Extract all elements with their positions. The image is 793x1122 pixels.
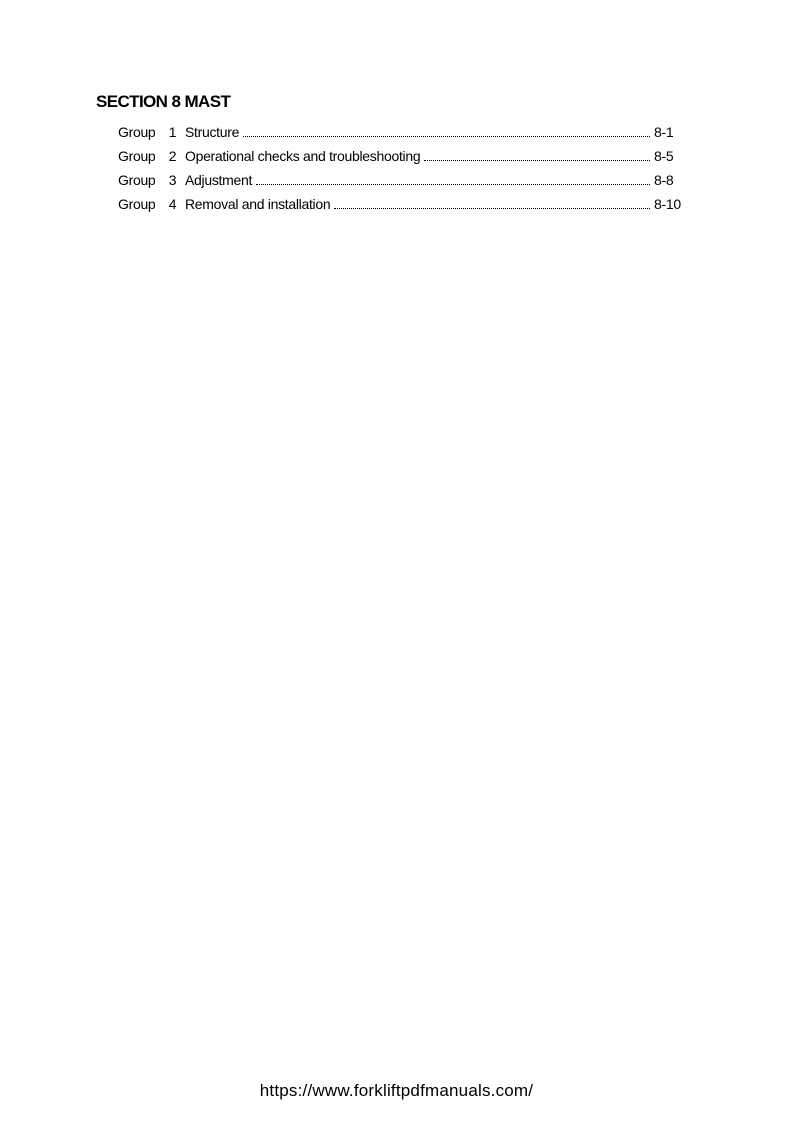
group-label: Group: [118, 172, 156, 188]
footer-url[interactable]: https://www.forkliftpdfmanuals.com/: [259, 1081, 534, 1100]
toc-page-number: 8-5: [654, 148, 674, 164]
section-title: SECTION 8 MAST: [96, 92, 231, 111]
group-label: Group: [118, 148, 156, 164]
toc-entry-title: Removal and installation: [185, 196, 331, 212]
toc-entry-group-1[interactable]: [118, 120, 688, 144]
toc-entry-group-3[interactable]: [118, 168, 688, 192]
dot-leader: [243, 134, 650, 137]
dot-leader: [256, 182, 650, 185]
toc-page-number: 8-1: [654, 124, 674, 140]
table-of-contents: [118, 120, 688, 216]
toc-page-number: 8-10: [654, 196, 681, 212]
dot-leader: [334, 206, 650, 209]
toc-entry-group-4[interactable]: [118, 192, 688, 216]
dot-leader: [424, 158, 650, 161]
group-label: Group: [118, 124, 156, 140]
toc-page-number: 8-8: [654, 172, 674, 188]
toc-entry-group-2[interactable]: [118, 144, 688, 168]
group-label: Group: [118, 196, 156, 212]
group-number: 4: [168, 196, 177, 212]
toc-entry-title: Adjustment: [185, 172, 253, 188]
toc-entry-title: Operational checks and troubleshooting: [185, 148, 421, 164]
group-number: 3: [168, 172, 177, 188]
group-number: 2: [168, 148, 177, 164]
toc-entry-title: Structure: [185, 124, 240, 140]
group-number: 1: [168, 124, 177, 140]
